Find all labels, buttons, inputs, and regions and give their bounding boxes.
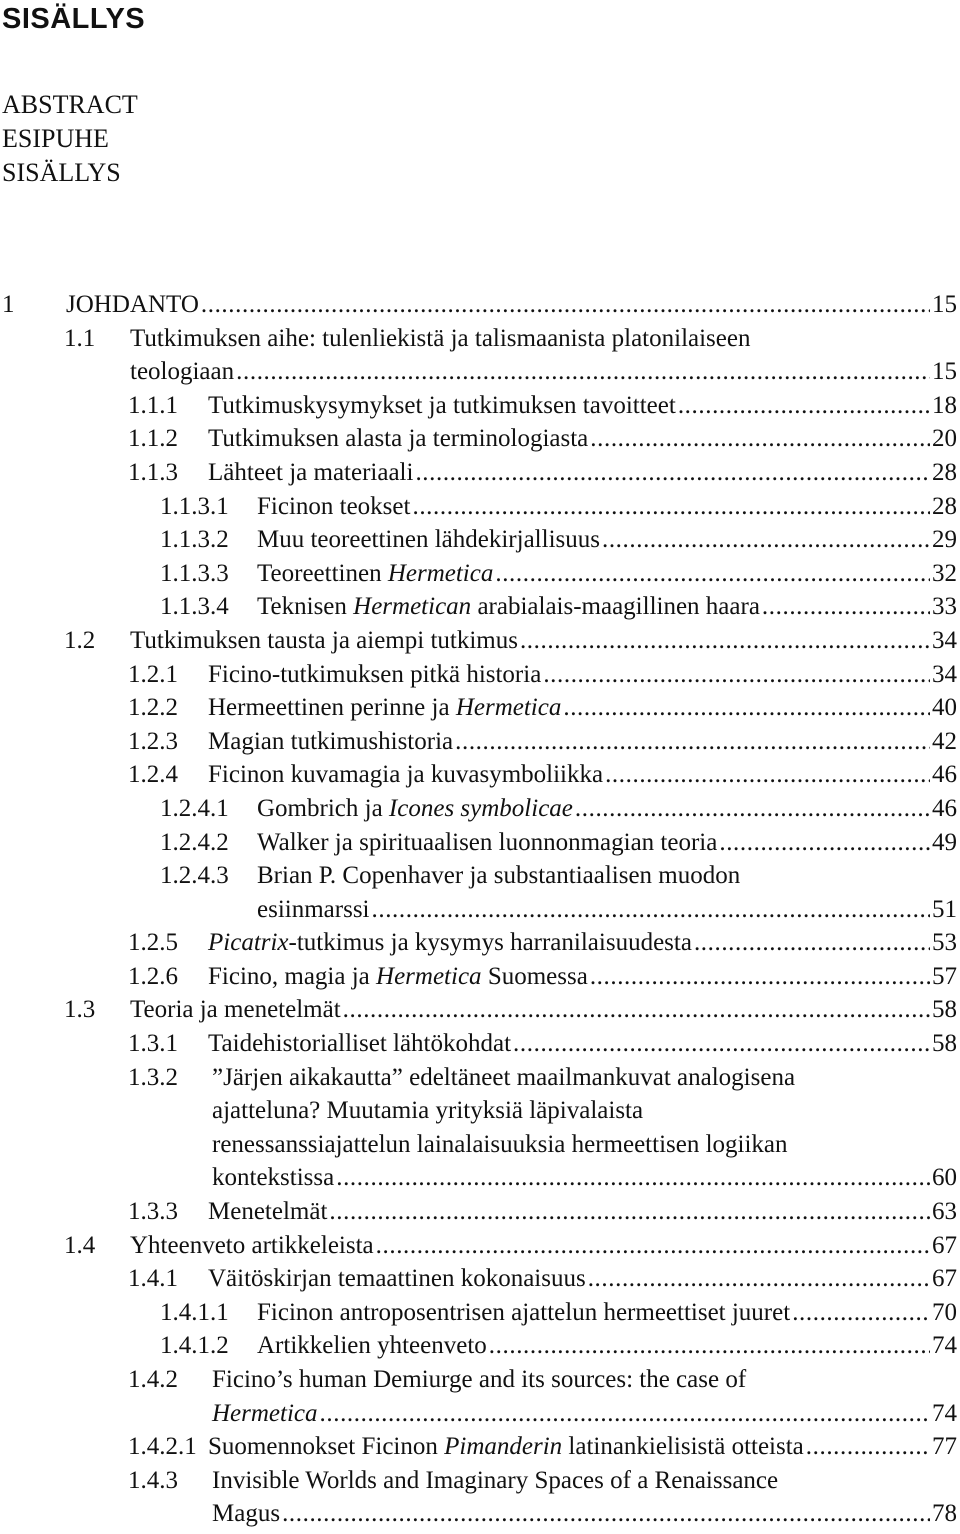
toc-title-text: ajatteluna? Muutamia yrityksiä läpivalaista [212,1097,644,1125]
toc-leader-dots [602,523,930,557]
toc-entry-number: 1.2.1 [128,660,178,688]
toc-entry-number: 1.1 [64,324,96,352]
toc-page-number: 34 [932,660,957,688]
toc-entry-title [130,624,518,658]
toc-entry-number: 1.2.6 [128,962,178,990]
toc-entry[interactable] [0,691,957,725]
toc-entry-number: 1.4.3 [128,1466,178,1494]
toc-entry-title [212,1497,280,1531]
toc-entry-title [130,1229,374,1263]
toc-title-text: Brian P. Copenhaver ja substantiaalisen muodon [257,862,741,890]
toc-entry-number: 1.3.2 [128,1063,178,1091]
toc-page-number: 77 [932,1433,957,1461]
toc-entry-title [257,1329,487,1363]
toc-page-number: 57 [932,962,957,990]
toc-title-italic: Hermetica [455,694,562,722]
toc-entry-number: 1.2.4.3 [160,862,229,890]
toc-entry-number: 1.2.4 [128,761,178,789]
toc-entry[interactable] [0,960,957,994]
toc-entry-title [212,1366,746,1393]
toc-leader-dots [343,993,930,1027]
toc-leader-dots [719,826,930,860]
page-title: SISÄLLYS [2,3,146,35]
toc-entry[interactable] [0,557,957,591]
toc-entry-number: 1.1.3.1 [160,492,229,520]
toc-entry-number: 1.4 [64,1231,96,1259]
toc-entry[interactable] [0,389,957,423]
toc-entry-title [130,993,341,1027]
toc-entry-title [257,862,740,889]
toc-title-text: Ficino’s human Demiurge and its sources: the case of [212,1366,747,1393]
toc-page-number: 60 [932,1164,957,1192]
toc-leader-dots [678,389,930,423]
toc-leader-dots [543,658,930,692]
toc-entry-number: 1.2.4.1 [160,794,229,822]
toc-entry-number: 1.2.3 [128,727,178,755]
toc-leader-dots [762,590,930,624]
toc-title-text: Magian tutkimushistoria [208,727,454,755]
toc-title-text: Teoria ja menetelmät [130,996,341,1024]
toc-entry-title [208,1262,586,1296]
toc-entry[interactable] [0,993,957,1027]
toc-title-text: JOHDANTO [66,291,199,318]
toc-page-number: 58 [932,1030,957,1058]
toc-leader-dots [563,691,930,725]
toc-page-number: 51 [932,895,957,923]
toc-title-italic: Picatrix [208,929,289,957]
toc-title-italic: Pimanderin [444,1433,563,1461]
toc-entry-title [208,456,413,490]
toc-title-text: esiinmarssi [257,895,370,923]
toc-entry-title [212,1467,778,1494]
toc-entry-title [257,523,600,557]
toc-entry-title [212,1131,788,1158]
toc-entry-number: 1.1.2 [128,425,178,453]
toc-entry-title [208,691,561,725]
toc-entry-title [66,288,199,322]
toc-leader-dots [415,456,930,490]
toc-entry-title [257,557,493,591]
toc-entry[interactable] [0,926,957,960]
toc-entry-title [208,389,676,423]
toc-leader-dots [590,422,930,456]
toc-entry-number: 1.1.3.2 [160,526,229,554]
toc-title-text: Ficinon antroposentrisen ajattelun hermeettiset juuret [257,1298,791,1326]
toc-entry[interactable] [0,658,957,692]
toc-page-number: 67 [932,1231,957,1259]
toc-entry-title [208,658,541,692]
toc-page-number: 33 [932,593,957,621]
toc-entry-number: 1 [2,291,15,318]
toc-entry[interactable] [0,422,957,456]
toc-page-number: 49 [932,828,957,856]
toc-page-number: 29 [932,526,957,554]
toc-leader-dots [236,355,930,389]
toc-entry-number: 1.4.2 [128,1366,178,1393]
toc-title-text: Taidehistorialliset lähtökohdat [208,1030,512,1058]
toc-entry[interactable] [0,1061,957,1195]
toc-entry-title [208,960,588,994]
toc-page-number: 67 [932,1265,957,1293]
toc-leader-dots [792,1296,930,1330]
toc-leader-dots [588,1262,930,1296]
toc-leader-dots [336,1161,930,1195]
toc-title-italic: Icones symbolicae [388,794,573,822]
toc-entry[interactable] [0,1329,957,1363]
toc-title-italic: Hermetica [387,559,494,587]
toc-entry[interactable] [0,590,957,624]
toc-page-number: 20 [932,425,957,453]
toc-title-text: -tutkimus ja kysymys harranilaisuudesta [288,929,692,957]
toc-entry-number: 1.2.5 [128,929,178,957]
toc-title-text: Tutkimuskysymykset ja tutkimuksen tavoitteet [208,391,676,419]
toc-entry-title [208,725,453,759]
toc-entry-title [212,1397,318,1431]
toc-entry-number: 1.3 [64,996,96,1024]
toc-title-text: teologiaan [130,358,235,386]
toc-entry-title [257,590,760,624]
toc-leader-dots [320,1397,930,1431]
toc-page-number: 28 [932,492,957,520]
toc-entry[interactable] [0,456,957,490]
toc-title-italic: Hermetica [376,962,482,990]
toc-entry-title [208,1027,511,1061]
toc-entry-number: 1.4.2.1 [128,1433,197,1461]
toc-entry-title [257,490,410,524]
toc-title-text: latinankielisistä otteista [562,1433,804,1461]
toc-leader-dots [329,1195,930,1229]
toc-leader-dots [372,893,931,927]
toc-entry[interactable] [0,1430,957,1464]
toc-page-number: 74 [932,1332,957,1360]
toc-title-text: Teknisen [257,593,354,621]
toc-entry-number: 1.2 [64,626,96,654]
toc-leader-dots [590,960,930,994]
toc-entry-number: 1.3.3 [128,1198,178,1226]
front-matter-esipuhe[interactable]: ESIPUHE [2,124,109,153]
toc-title-text: Magus [212,1500,281,1528]
toc-entry[interactable] [0,1229,957,1263]
toc-page-number: 46 [932,761,957,789]
toc-leader-dots [575,792,930,826]
toc-title-text: Walker ja spirituaalisen luonnonmagian teoria [257,828,718,856]
toc-title-text: Tutkimuksen alasta ja terminologiasta [208,425,589,453]
toc-entry-number: 1.2.2 [128,694,178,722]
toc-entry[interactable] [0,826,957,860]
toc-title-text: Ficino, magia ja [208,962,377,990]
toc-leader-dots [455,725,930,759]
front-matter [2,88,138,190]
toc-entry-title [212,1097,643,1124]
toc-entry-number: 1.4.1 [128,1265,178,1293]
toc-page-number: 46 [932,794,957,822]
toc-leader-dots [201,288,930,322]
toc-title-text: Ficino-tutkimuksen pitkä historia [208,660,542,688]
toc-entry-number: 1.1.3 [128,458,178,486]
toc-title-text: Lähteet ja materiaali [208,458,414,486]
toc-title-text: Tutkimuksen aihe: tulenliekistä ja talismaanista platonilaiseen [130,324,751,352]
toc-page-number: 74 [932,1399,957,1427]
toc-leader-dots [513,1027,930,1061]
toc-entry-number: 1.1.3.3 [160,559,229,587]
toc-title-text: Suomennokset Ficinon [208,1433,445,1461]
toc-entry-title [212,1161,334,1195]
toc-title-text: arabialais-maagillinen haara [471,593,760,621]
toc-title-text: Muu teoreettinen lähdekirjallisuus [257,526,600,554]
toc-title-text: Artikkelien yhteenveto [257,1332,487,1360]
toc-leader-dots [605,758,930,792]
toc-page-number: 58 [932,996,957,1024]
toc-entry-number: 1.3.1 [128,1030,178,1058]
toc-page-number: 15 [932,291,957,318]
toc-title-text: Ficinon kuvamagia ja kuvasymboliikka [208,761,604,789]
toc-page-number: 63 [932,1198,957,1226]
toc-entry[interactable] [0,490,957,524]
toc-page-number: 32 [932,559,957,587]
toc-entry[interactable] [0,288,957,322]
toc-title-text: Teoreettinen [257,559,388,587]
toc-leader-dots [489,1329,930,1363]
toc-title-italic: Hermetican [353,593,472,621]
toc-entry-number: 1.4.1.1 [160,1298,229,1326]
toc-entry-title [208,758,603,792]
toc-title-italic: Hermetica [212,1399,318,1427]
toc-entry[interactable] [0,624,957,658]
toc-title-text: Invisible Worlds and Imaginary Spaces of a Renaissance [212,1466,779,1494]
toc-page-number: 42 [932,727,957,755]
toc-entry-title [208,926,692,960]
toc-entry[interactable] [0,1296,957,1330]
toc-leader-dots [806,1430,930,1464]
toc-entry-title [212,1064,795,1091]
toc-entry-title [257,826,717,860]
toc-entry[interactable] [0,725,957,759]
toc-entry[interactable] [0,1027,957,1061]
toc-entry[interactable] [0,1464,957,1531]
front-matter-abstract[interactable]: ABSTRACT [2,90,138,119]
toc-title-text: Väitöskirjan temaattinen kokonaisuus [208,1265,586,1293]
toc-page-number: 70 [932,1298,957,1326]
toc-title-text: Menetelmät [208,1198,328,1226]
toc-page-number: 40 [932,694,957,722]
table-of-contents [0,288,957,1531]
toc-leader-dots [520,624,930,658]
toc-page-number: 15 [932,358,957,386]
toc-entry-title [257,893,370,927]
toc-title-text: Yhteenveto artikkeleista [130,1231,374,1259]
toc-entry-title [208,422,588,456]
toc-page-number: 78 [932,1500,957,1528]
toc-title-text: Gombrich ja [257,794,389,822]
toc-leader-dots [495,557,930,591]
toc-entry[interactable] [0,859,957,926]
toc-title-text: ”Järjen aikakautta” edeltäneet maailmankuvat analogisena [212,1063,796,1091]
toc-entry-title [130,355,234,389]
toc-entry-number: 1.2.4.2 [160,828,229,856]
toc-title-text: Ficinon teokset [257,492,411,520]
toc-page-number: 28 [932,458,957,486]
toc-entry[interactable] [0,1363,957,1430]
toc-leader-dots [694,926,930,960]
toc-page-number: 18 [932,391,957,419]
toc-entry[interactable] [0,1195,957,1229]
toc-page-number: 34 [932,626,957,654]
toc-leader-dots [412,490,930,524]
toc-title-text: kontekstissa [212,1164,335,1192]
toc-leader-dots [282,1497,930,1531]
toc-entry-title [257,1296,790,1330]
toc-title-text: renessanssiajattelun lainalaisuuksia hermeettisen logiikan [212,1130,788,1158]
toc-entry-title [208,1430,804,1464]
toc-entry-title [208,1195,327,1229]
toc-entry-title [257,792,573,826]
toc-entry[interactable] [0,758,957,792]
toc-page-number: 53 [932,929,957,957]
toc-entry-title [130,325,750,352]
toc-entry-number: 1.4.1.2 [160,1332,229,1360]
toc-title-text: Tutkimuksen tausta ja aiempi tutkimus [130,626,518,654]
toc-entry-number: 1.1.3.4 [160,593,229,621]
toc-entry[interactable] [0,1262,957,1296]
toc-entry[interactable] [0,322,957,389]
front-matter-sisallys[interactable]: SISÄLLYS [2,158,121,187]
toc-title-text: Suomessa [481,962,588,990]
toc-title-text: Hermeettinen perinne ja [208,694,456,722]
toc-entry[interactable] [0,523,957,557]
toc-leader-dots [376,1229,930,1263]
toc-entry[interactable] [0,792,957,826]
toc-entry-number: 1.1.1 [128,391,178,419]
